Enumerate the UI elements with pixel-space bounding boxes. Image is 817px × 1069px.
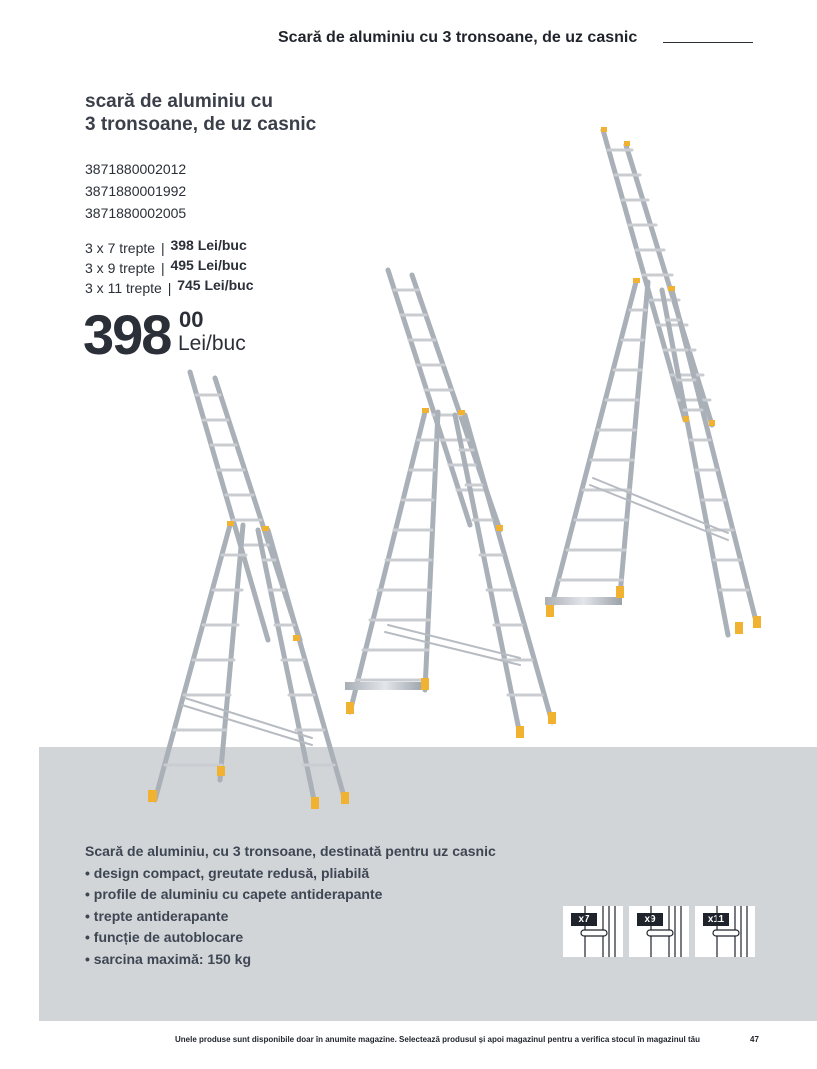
feature-bullet: • profile de aluminiu cu capete antiderapante: [85, 886, 383, 903]
variant-size: 3 x 7 trepte: [85, 240, 156, 256]
variant-row: [85, 258, 253, 278]
ladder-rails-icon: [563, 906, 623, 957]
variant-size: 3 x 9 trepte: [85, 260, 156, 276]
footer-note: Unele produse sunt disponibile doar în anumite magazine. Selectează produsul și apoi magazinul pentru a verifica stocul în magazinul tău: [175, 1035, 700, 1044]
variant-separator: |: [167, 280, 172, 296]
variant-separator: |: [160, 260, 165, 276]
step-count-label: x7: [571, 913, 597, 926]
variant-separator: |: [160, 240, 165, 256]
product-title-line2: 3 tronsoane, de uz casnic: [85, 114, 317, 135]
ladder-steps-icon: [629, 906, 689, 957]
product-code: 3871880001992: [85, 183, 187, 199]
product-code: 3871880002012: [85, 161, 187, 177]
variant-price: 398 Lei/buc: [170, 237, 247, 253]
header-title: Scară de aluminiu cu 3 tronsoane, de uz casnic: [278, 29, 638, 46]
product-code: 3871880002005: [85, 205, 187, 221]
variant-size: 3 x 11 trepte: [85, 280, 162, 296]
feature-bullet: • design compact, greutate redusă, pliabilă: [85, 864, 370, 881]
step-count-label: x9: [637, 913, 663, 926]
ladder-large: [545, 127, 761, 635]
price-cents: 00: [179, 307, 204, 332]
variant-price: 495 Lei/buc: [170, 257, 247, 273]
product-codes: [85, 158, 186, 224]
feature-bullet: • sarcina maximă: 150 kg: [85, 950, 251, 967]
ladder-steps-icon: [695, 906, 755, 957]
variant-row: [85, 238, 253, 258]
description: [85, 841, 496, 971]
feature-bullet: • trepte antiderapante: [85, 907, 229, 924]
feature-bullet: • funcție de autoblocare: [85, 929, 244, 946]
page-number: 47: [750, 1035, 759, 1044]
ladder-medium: [345, 270, 556, 738]
ladder-steps-icon: [563, 906, 623, 957]
ladder-small: [148, 372, 349, 809]
ladder-rails-icon: [629, 906, 689, 957]
price-integer: 398: [83, 303, 171, 366]
variant-list: [85, 238, 253, 298]
product-title: [85, 90, 385, 136]
description-headline: Scară de aluminiu, cu 3 tronsoane, destinată pentru uz casnic: [85, 843, 496, 859]
variant-row: [85, 278, 253, 298]
price-unit: Lei/buc: [178, 332, 246, 355]
step-count-label: x11: [703, 913, 729, 926]
variant-price: 745 Lei/buc: [177, 277, 254, 293]
ladder-rails-icon: [695, 906, 755, 957]
product-title-line1: scară de aluminiu cu: [85, 91, 273, 112]
